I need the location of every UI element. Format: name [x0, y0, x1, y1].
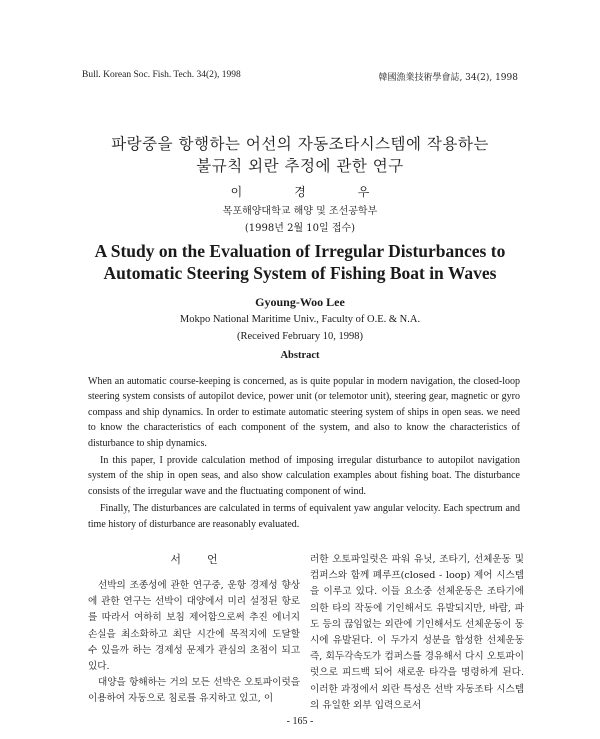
korean-received-date: (1998년 2월 10일 접수) — [244, 223, 356, 234]
abstract-heading: Abstract — [280, 350, 320, 361]
section-heading-introduction: 서언 — [170, 553, 244, 566]
journal-header-english: Bull. Korean Soc. Fish. Tech. 34(2), 1998 — [82, 70, 241, 80]
korean-title — [60, 133, 540, 177]
abstract-paragraph: Finally, The disturbances are calculated in terms of equivalent yaw angular velocity. Each spectrum and time history of disturbance are reasonably evaluated. — [88, 503, 520, 530]
body-paragraph: 대양을 항해하는 거의 모든 선박은 오토파이럿을 이용하여 자동으로 침로를 유지하고 있고, 이 — [88, 677, 300, 705]
korean-title-line-2: 불규칙 외란 추정에 관한 연구 — [196, 157, 404, 175]
korean-author: 이경우 — [230, 185, 422, 199]
english-author: Gyoung-Woo Lee — [255, 295, 345, 309]
korean-title-line-1: 파랑중을 항행하는 어선의 자동조타시스템에 작용하는 — [111, 135, 489, 153]
english-affiliation: Mokpo National Maritime Univ., Faculty of O.E. & N.A. — [179, 314, 421, 325]
journal-header-korean: 韓國漁業技術學會誌, 34(2), 1998 — [378, 73, 518, 83]
english-title-line-2: Automatic Steering System of Fishing Boat in Waves — [103, 263, 497, 283]
english-received-date: (Received February 10, 1998) — [237, 331, 363, 342]
english-title-line-1: A Study on the Evaluation of Irregular Disturbances to — [94, 241, 506, 261]
english-title — [40, 240, 560, 284]
abstract-paragraph: In this paper, I provide calculation method of imposing irregular disturbance to autopilot navigation system of the ship in open seas, and also show calculation examples about fishing boat. The disturbance consists of the irregular wave and the fluctuating component of wind. — [88, 455, 520, 497]
left-column — [88, 552, 300, 708]
body-paragraph: 선박의 조종성에 관한 연구중, 운항 경제성 향상에 관한 연구는 선박이 대양에서 미리 설정된 항로를 따라서 여하히 보침 제어함으로써 추진 에너지 손실을 최소화하고 최단 시간에 목적지에 도달할 수 있을까 하는 경제성 문제가 관심의 초점이 되고 있다. — [88, 580, 300, 673]
abstract-body — [88, 374, 520, 534]
page-number: - 165 - — [286, 716, 314, 727]
body-paragraph: 러한 오토파일럿은 파워 유닛, 조타기, 선체운동 및 컴퍼스와 함께 폐루프(closed - loop) 제어 시스템을 이루고 있다. 이들 요소중 선체운동은 조타기에 의한 타의 작동에 기인해서도 유발되지만, 바람, 파도 등의 끊임없는 외란에 기인해서도 선체운동이 동시에 유발된다. 이 두가지 성분을 합성한 선체운동 즉, 회두각속도가 컴퍼스를 경유해서 다시 오토파이럿으로 피드백 되어 새로운 타각을 명령하게 된다. 이러한 과정에서 외란 특성은 선박 자동조타 시스템의 유일한 외부 입력으로서 — [310, 554, 524, 711]
right-column — [310, 552, 524, 714]
abstract-paragraph: When an automatic course-keeping is concerned, as is quite popular in modern navigation, the closed-loop steering system consists of autopilot device, power unit (or telemotor unit), steering gear, magnetic or gyro compass and ship dynamics. In order to estimate automatic steering system of ships in open seas. we need to know the characteristics of each component of the system, and also to know the characteristics of disturbance to ship dynamics. — [88, 376, 520, 449]
korean-affiliation: 목포해양대학교 해양 및 조선공학부 — [222, 206, 378, 217]
